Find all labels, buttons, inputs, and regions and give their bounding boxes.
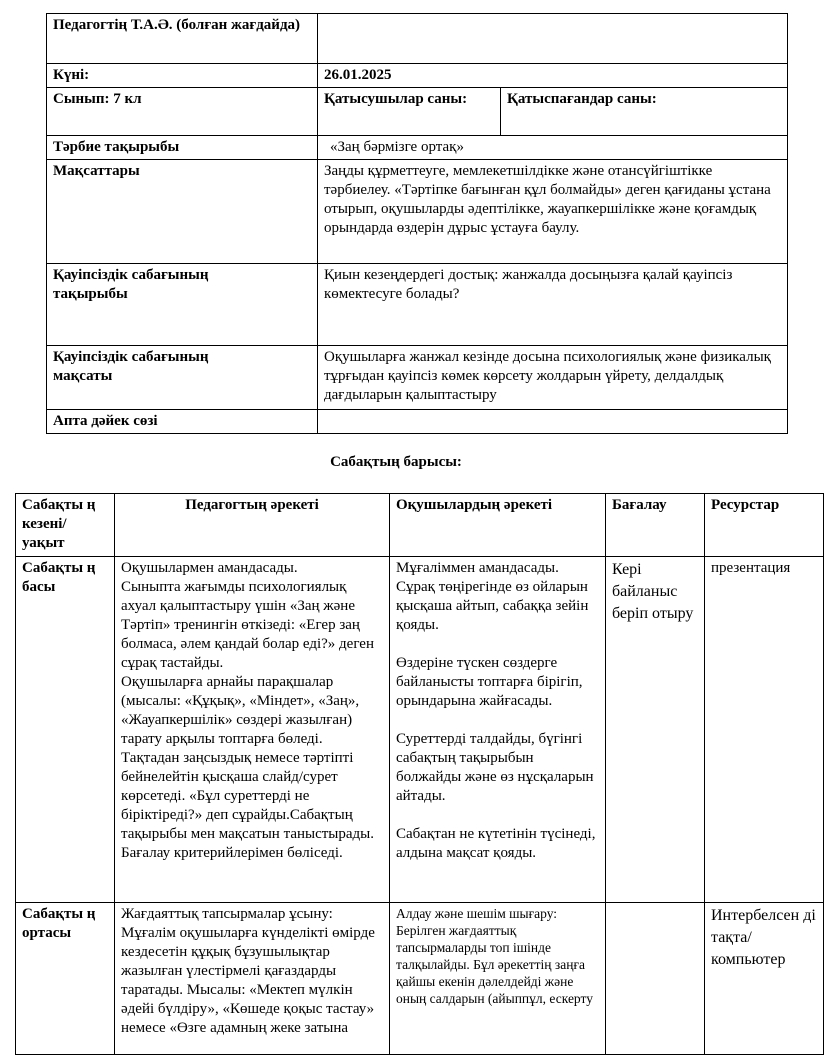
topic-label: Тәрбие тақырыбы xyxy=(47,136,318,160)
lesson-plan-table xyxy=(15,493,824,1055)
absent-label: Қатыспағандар саны: xyxy=(501,88,788,136)
date-label: Күні: xyxy=(47,64,318,88)
students-cell: Алдау және шешім шығару: Берілген жағдаяттық тапсырмаларды топ ішінде талқылайды. Бұл әрекеттің заңға қайшы екенін дәлелдейді және оның салдарын (айыппұл, ескерту xyxy=(390,903,606,1055)
table-row xyxy=(16,557,824,903)
assessment-cell: Кері байланыс беріп отыру xyxy=(606,557,705,903)
section-title: Сабақтың барысы: xyxy=(330,454,462,470)
header-resources: Ресурстар xyxy=(705,494,824,557)
date-value: 26.01.2025 xyxy=(318,64,788,88)
safety-goal-label: Қауіпсіздік сабағының мақсаты xyxy=(47,346,318,410)
table-row xyxy=(16,903,824,1055)
teacher-label: Педагогтің Т.А.Ә. (болған жағдайда) xyxy=(47,14,318,64)
header-teacher: Педагогтың әрекеті xyxy=(115,494,390,557)
header-students: Оқушылардың әрекеті xyxy=(390,494,606,557)
safety-topic-value: Қиын кезеңдердегі достық: жанжалда досыңызға қалай қауіпсіз көмектесуге болады? xyxy=(318,264,788,346)
goals-label: Мақсаттары xyxy=(47,160,318,264)
topic-value: «Заң бәрмізге ортақ» xyxy=(318,136,788,160)
present-label: Қатысушылар саны: xyxy=(318,88,501,136)
header-stage: Сабақты ң кезені/ уақыт xyxy=(16,494,115,557)
quote-value xyxy=(318,410,788,434)
assessment-cell xyxy=(606,903,705,1055)
resources-cell: Интербелсен ді тақта/ компьютер xyxy=(705,903,824,1055)
resources-cell: презентация xyxy=(705,557,824,903)
stage-cell: Сабақты ң басы xyxy=(16,557,115,903)
goals-value: Заңды құрметтеуге, мемлекетшілдікке және отансүйгіштікке тәрбиелеу. «Тәртіпке бағынған құл болмайды» деген қағиданы ұстана отырып, оқушыларды әдептілікке, жауапкершілікке және қоғамдық орындарда өздерін дұрыс ұстауға баулу. xyxy=(318,160,788,264)
header-assessment: Бағалау xyxy=(606,494,705,557)
teacher-value xyxy=(318,14,788,64)
class-label: Сынып: 7 кл xyxy=(47,88,318,136)
safety-topic-label: Қауіпсіздік сабағының тақырыбы xyxy=(47,264,318,346)
teacher-cell: Оқушылармен амандасады. Сыныпта жағымды психологиялық ахуал қалыптастыру үшін «Заң және Тәртіп» тренингін өткізеді: «Егер заң болмаса, әлем қандай болар еді?» деген сұрақ тастайды. Оқушыларға арнайы парақшалар (мысалы: «Құқық», «Міндет», «Заң», «Жауапкершілік» сөздері жазылған) тарату арқылы топтарға бөледі. Тақтадан заңсыздық немесе тәртіпті бейнелейтін қысқаша слайд/сурет көрсетеді. «Бұл суреттерді не біріктіреді?» деп сұрайды.Сабақтың тақырыбы мен мақсатын таныстырады. Бағалау критерийлерімен бөліседі. xyxy=(115,557,390,903)
teacher-cell: Жағдаяттық тапсырмалар ұсыну: Мұғалім оқушыларға күнделікті өмірде кездесетін құқық бұзушылықтар жазылған үлестірмелі қағаздарды таратады. Мысалы: «Мектеп мүлкін әдейі бүлдіру», «Көшеде қоқыс тастау» немесе «Өзге адамның жеке затына xyxy=(115,903,390,1055)
safety-goal-value: Оқушыларға жанжал кезінде досына психологиялық және физикалық тұрғыдан қауіпсіз көмек көрсету жолдарын үйрету, делдалдық дағдыларын қалыптастыру xyxy=(318,346,788,410)
quote-label: Апта дәйек сөзі xyxy=(47,410,318,434)
stage-cell: Сабақты ң ортасы xyxy=(16,903,115,1055)
students-cell: Мұғаліммен амандасады. Сұрақ төңірегінде өз ойларын қысқаша айтып, сабаққа зейін қояды. Өздеріне түскен сөздерге байланысты топтарға бірігіп, орындарына жайғасады. Суреттерді талдайды, бүгінгі сабақтың тақырыбын болжайды және өз нұсқаларын айтады. Сабақтан не күтетінін түсінеді, алдына мақсат қояды. xyxy=(390,557,606,903)
lesson-info-table xyxy=(46,13,788,434)
